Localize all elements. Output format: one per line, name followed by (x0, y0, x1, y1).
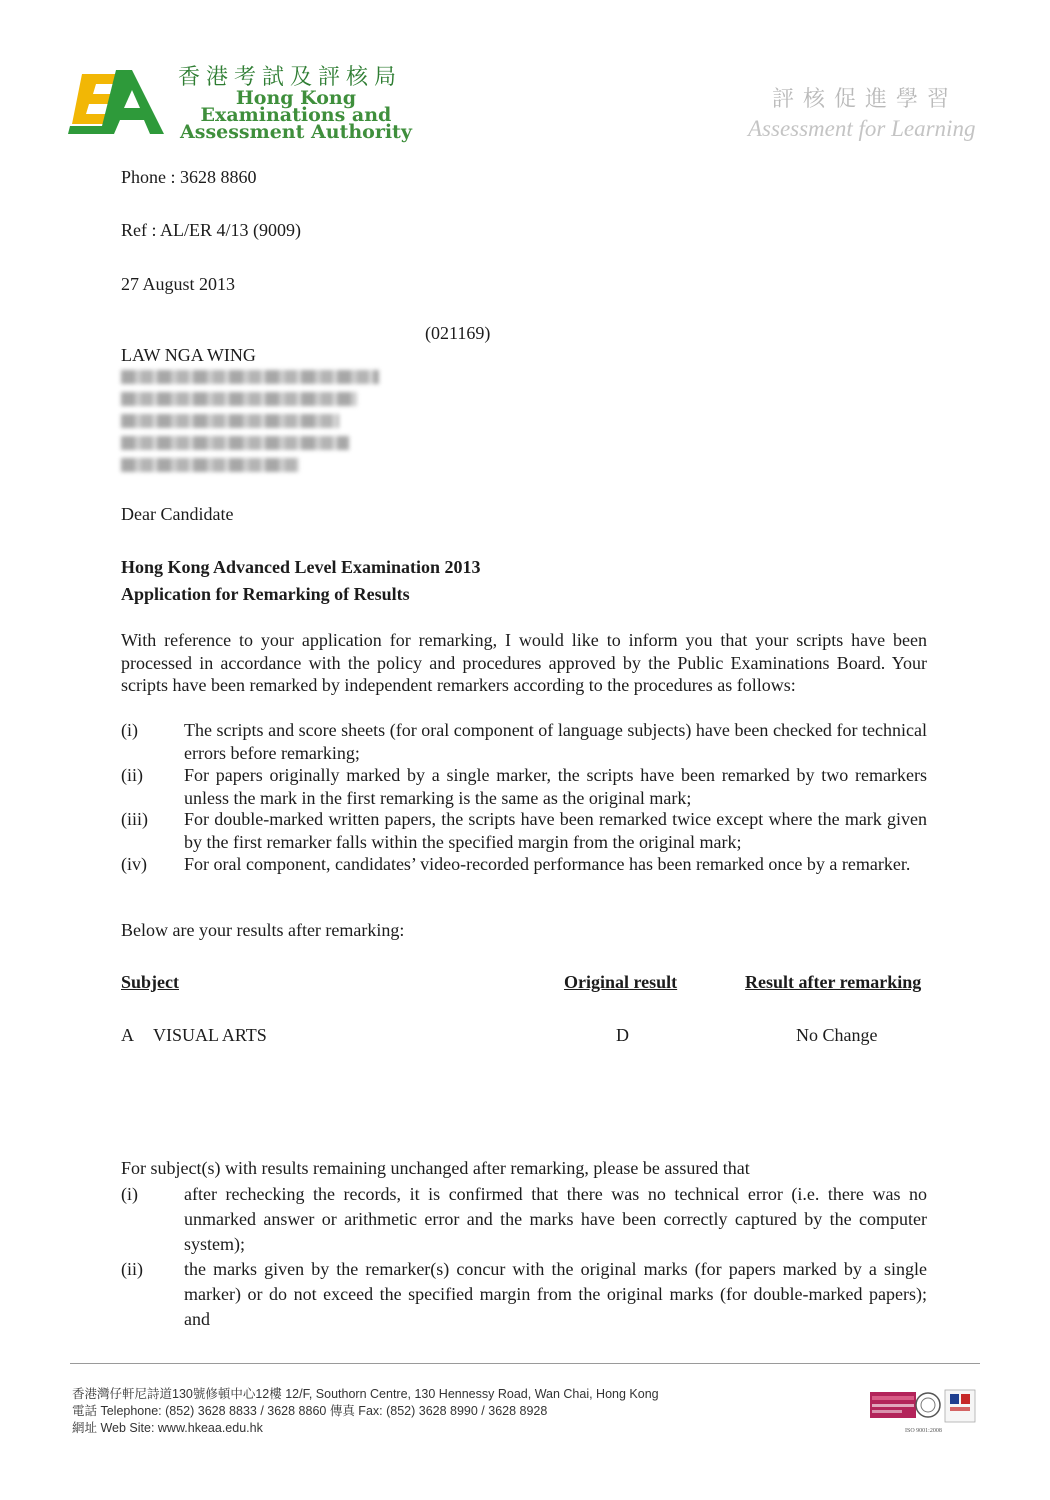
column-header-result-after-remarking: Result after remarking (745, 972, 922, 992)
procedure-text: The scripts and score sheets (for oral component of language subjects) have been checked for technical errors before remarking; (184, 720, 927, 763)
results-intro: Below are your results after remarking: (121, 920, 405, 940)
procedure-text: For oral component, candidates’ video-recorded performance has been remarked once by a remarker. (184, 854, 911, 874)
original-result: D (616, 1025, 629, 1045)
procedure-number: (iv) (121, 854, 147, 874)
slogan-chinese: 評核促進學習 (772, 87, 959, 112)
assurance-number: (i) (121, 1184, 138, 1204)
procedure-text: For papers originally marked by a single marker, the scripts have been remarked by two remarkers unless the mark in the first remarking is the same as the original mark; (184, 765, 927, 808)
procedure-number: (i) (121, 720, 138, 740)
footer-website: 網址 Web Site: www.hkeaa.edu.hk (72, 1421, 263, 1435)
certification-caption: ISO 9001:2008 (905, 1428, 942, 1434)
footer-divider (70, 1363, 980, 1364)
unchanged-intro: For subject(s) with results remaining unchanged after remarking, please be assured that (121, 1158, 750, 1178)
salutation: Dear Candidate (121, 504, 234, 524)
org-name-line-1: Hong Kong (235, 87, 357, 109)
footer-phone-fax: 電話 Telephone: (852) 3628 8833 / 3628 8860 傳真 Fax: (852) 3628 8990 / 3628 8928 (72, 1404, 548, 1418)
procedure-number: (ii) (121, 765, 143, 785)
slogan-english: Assessment for Learning (748, 116, 976, 141)
subject-name: VISUAL ARTS (153, 1025, 267, 1045)
letter-date: 27 August 2013 (121, 274, 236, 294)
candidate-number: (021169) (425, 323, 491, 343)
procedure-text: For double-marked written papers, the scripts have been remarked twice except where the mark given by the first remarker falls within the specified margin from the original mark; (184, 809, 927, 852)
assurance-number: (ii) (121, 1259, 143, 1279)
column-header-subject: Subject (121, 972, 179, 992)
reference-line: Ref : AL/ER 4/13 (9009) (121, 220, 301, 240)
hkeaa-logo (68, 64, 170, 144)
redacted-address-line (121, 436, 349, 450)
redacted-address-line (121, 392, 357, 406)
redacted-address-line (121, 414, 339, 428)
iso-certification-badge (870, 1384, 978, 1426)
procedure-number: (iii) (121, 809, 148, 829)
org-name-line-3: Assessment Authority (180, 121, 412, 143)
redacted-address-line (121, 458, 299, 472)
letter-heading-2: Application for Remarking of Results (121, 584, 410, 604)
column-header-original-result: Original result (564, 972, 678, 992)
redacted-address-line (121, 370, 379, 384)
org-name-english (180, 87, 412, 143)
intro-paragraph: With reference to your application for remarking, I would like to inform you that your scripts have been processed in accordance with the policy and procedures approved by the Public Examinations Board. Your scripts have been remarked by independent remarkers according to the procedures as follows: (121, 630, 927, 695)
assurance-text: the marks given by the remarker(s) concur with the original marks (for papers marked by a single marker) or do not exceed the specified margin from the original marks (for double-marked papers); and (184, 1259, 927, 1329)
footer-address: 香港灣仔軒尼詩道130號修頓中心12樓 12/F, Southorn Centre, 130 Hennessy Road, Wan Chai, Hong Kong (72, 1387, 659, 1401)
org-name-line-2: Examinations and (200, 104, 392, 126)
recipient-name: LAW NGA WING (121, 345, 256, 365)
org-name-chinese: 香港考試及評核局 (178, 65, 403, 90)
letter-heading-1: Hong Kong Advanced Level Examination 2013 (121, 557, 481, 577)
assurance-text: after rechecking the records, it is confirmed that there was no technical error (i.e. there was no unmarked answer or arithmetic error and the marks have been correctly captured by the computer system); (184, 1184, 927, 1254)
phone-line: Phone : 3628 8860 (121, 167, 257, 187)
subject-level: A (121, 1025, 134, 1045)
result-after-remarking: No Change (796, 1025, 878, 1045)
